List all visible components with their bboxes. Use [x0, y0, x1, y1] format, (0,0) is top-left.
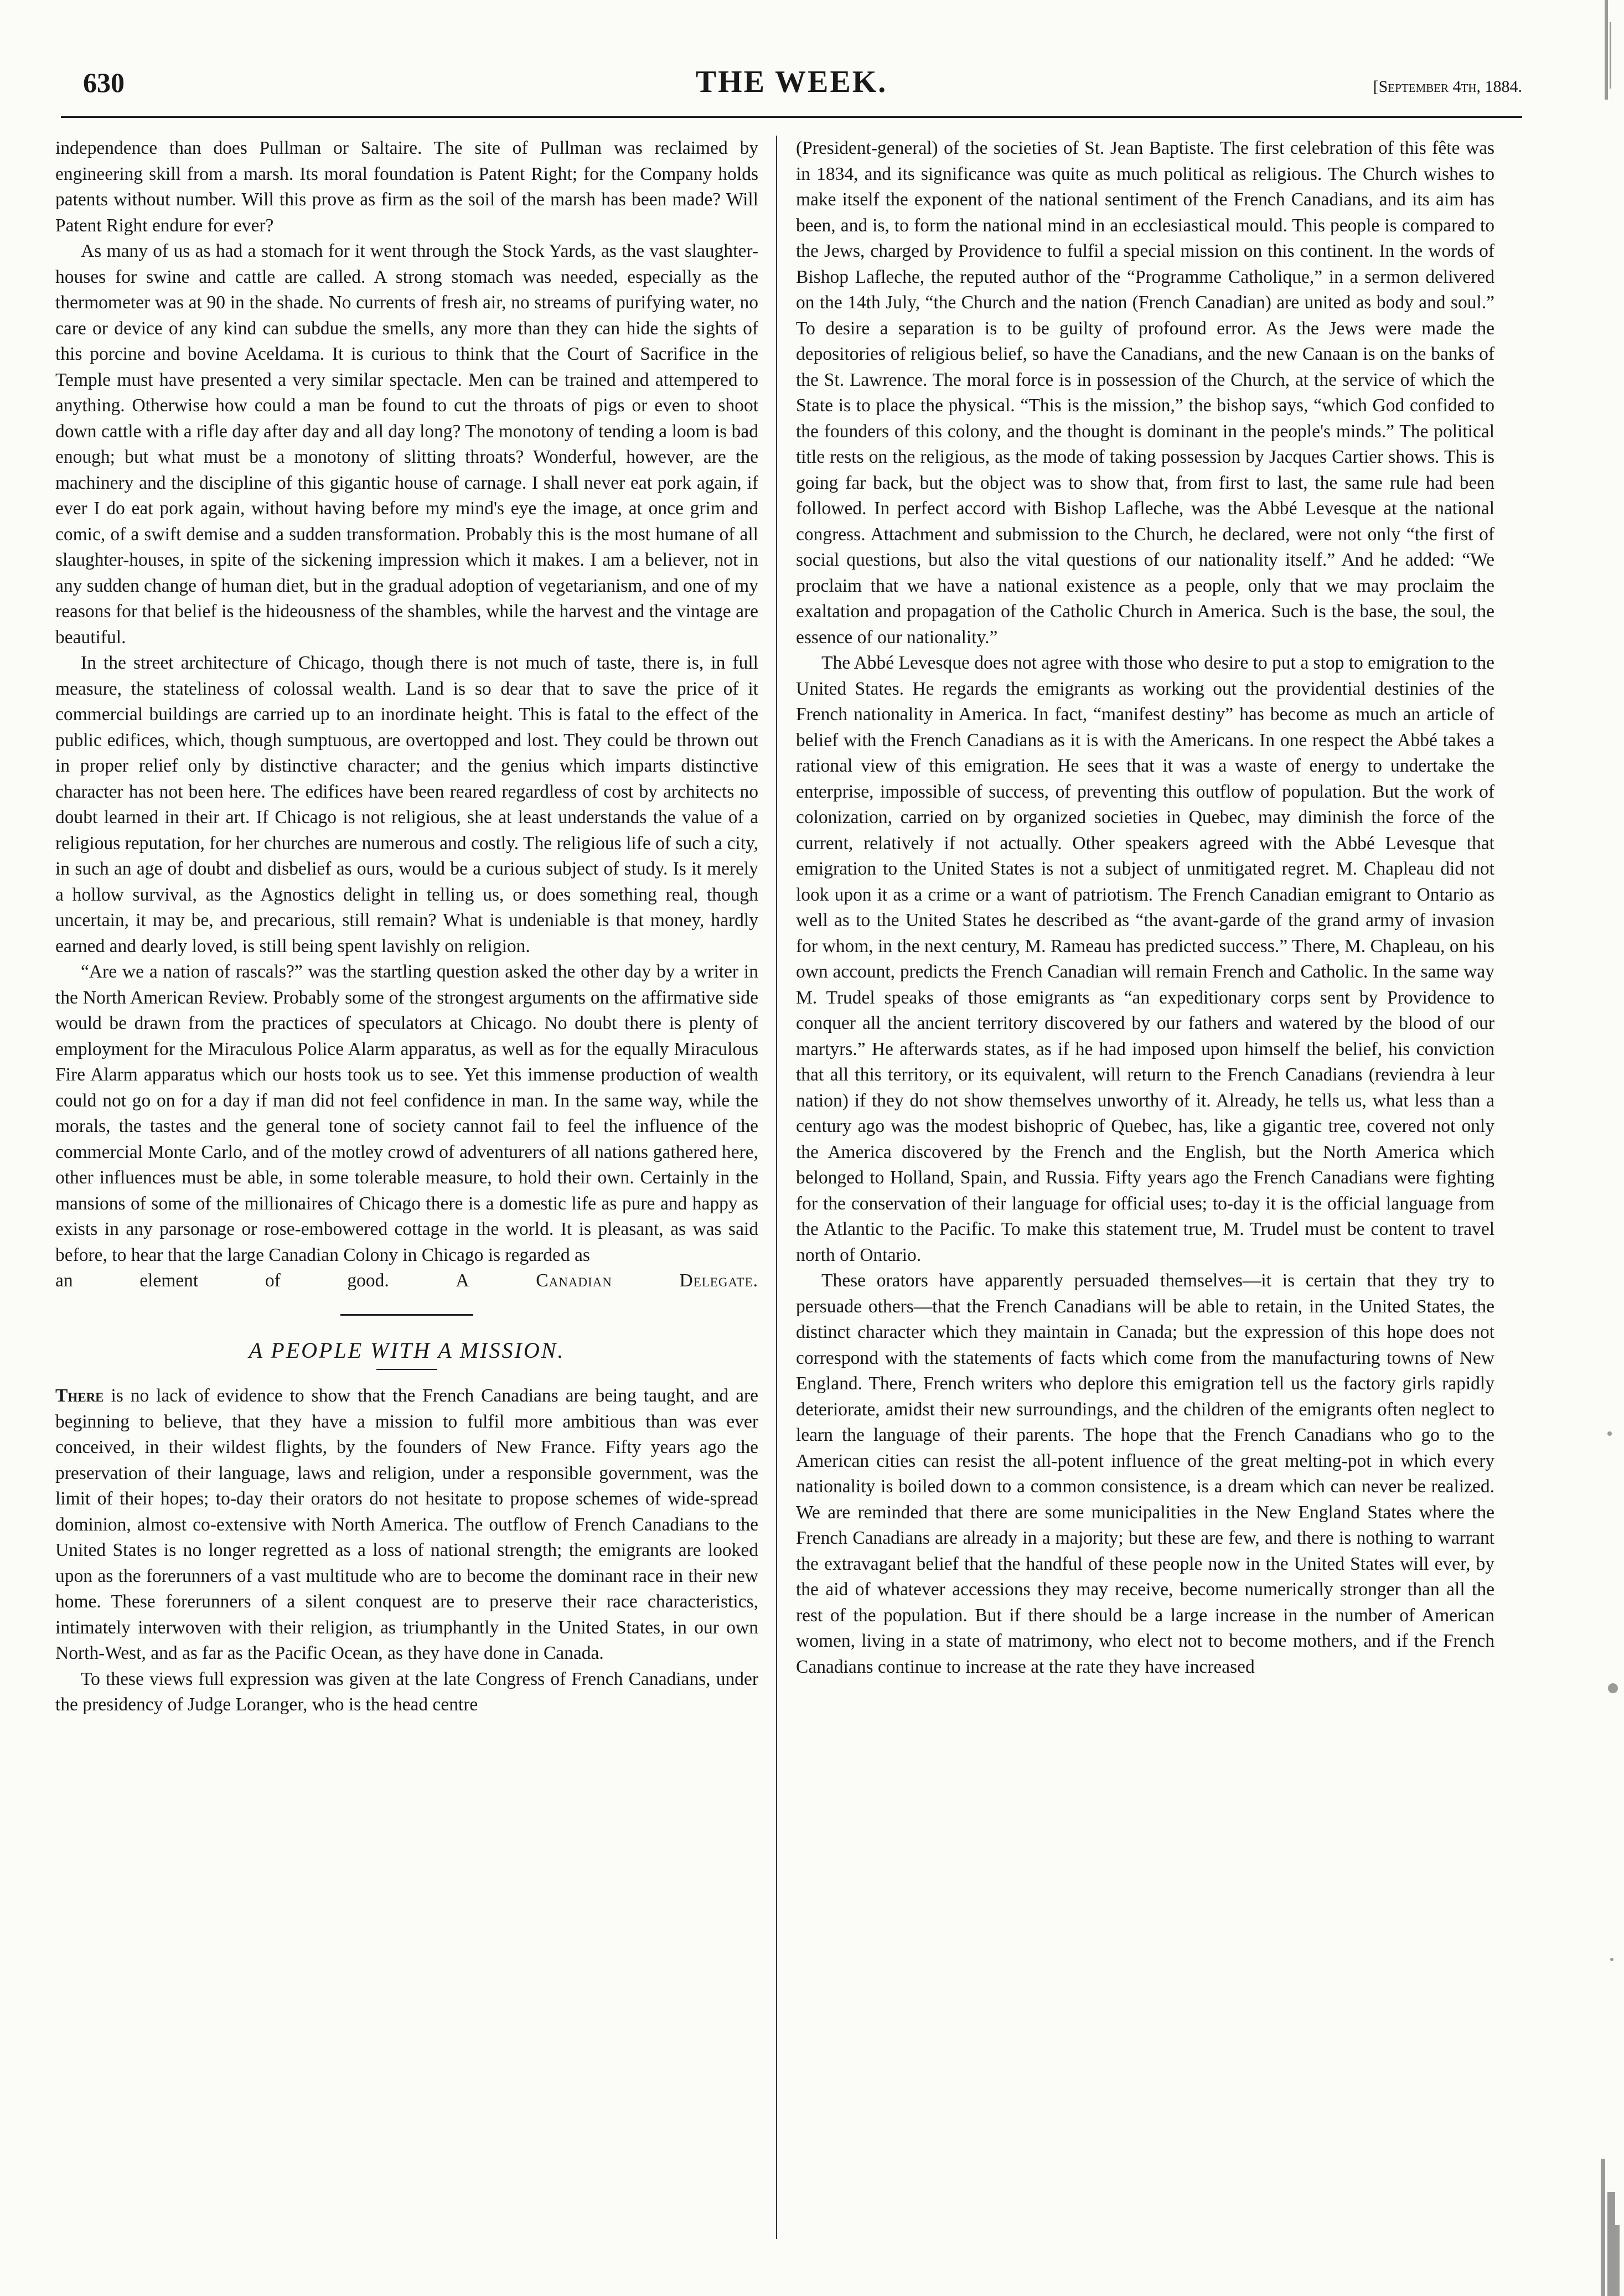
- paragraph: The Abbé Levesque does not agree with those who desire to put a stop to emigration to the United States. He regards the emigrants as working out the providential destinies of the French nationality in America. In fact, “manifest destiny” has become as much an article of belief with the French Canadians as it is with the Americans. In one respect the Abbé takes a rational view of this emigration. He sees that it was a waste of energy to undertake the enterprise, impossible of success, of preventing this outflow of population. But the work of colonization, carried on by organized societies in Quebec, may diminish the force of the current, relatively if not actually. Other speakers agreed with the Abbé Levesque that emigration to the United States is not a subject of unmitigated regret. M. Chapleau did not look upon it as a crime or a want of patriotism. The French Canadian emigrant to Ontario as well as to the United States he described as “the avant-garde of the grand army of invasion for whom, in the next century, M. Rameau has predicted success.” There, M. Chapleau, on his own account, predicts the French Canadian will remain French and Catholic. In the same way M. Trudel speaks of those emigrants as “an expeditionary corps sent by Providence to conquer all the ancient territory discovered by our fathers and watered by the blood of our martyrs.” He afterwards states, as if he had imposed upon himself the belief, his conviction that all this territory, or its equivalent, will return to the French Canadians (reviendra à leur nation) if they do not show themselves unworthy of it. Already, he tells us, what less than a century ago was the modest bishopric of Quebec, has, like a gigantic tree, covered not only the America discovered by the French and the English, but the North America which belonged to Holland, Spain, and Russia. Fifty years ago the French Canadians were fighting for the conservation of their language for official uses; to-day it is the official language from the Atlantic to the Pacific. To make this statement true, M. Trudel must be content to travel north of Ontario.: [796, 653, 1494, 1265]
- article-paragraph: To these views full expression was given at the late Congress of French Canadians, under the presidency of Judge Loranger, who is the head centre: [55, 1668, 758, 1715]
- article-title: A PEOPLE WITH A MISSION.: [249, 1337, 565, 1363]
- article-paragraph-text: is no lack of evidence to show that the French Canadians are being taught, and are beginning to believe, that they have a mission to fulfil more ambitious than was ever conceived, in their wildest flights, by the founders of New France. Fifty years ago the preservation of their language, laws and religion, under a responsible government, was the limit of their hopes; to-day their orators do not hesitate to propose schemes of wide-spread dominion, almost co-extensive with North America. The outflow of French Canadians to the United States is no longer regretted as a loss of national strength; the emigrants are looked upon as the forerunners of a vast multitude who are to become the dominant race in their new home. These forerunners of a silent conquest are to preserve their race characteristics, intimately interwoven with their religion, as triumphantly in the United States, in our own North-West, and as far as the Pacific Ocean, as they have done in Canada.: [55, 1385, 758, 1663]
- masthead-title: THE WEEK.: [695, 65, 888, 99]
- article-paragraph: [55, 1383, 758, 1667]
- issue-date: [September 4th, 1884.: [1373, 77, 1522, 96]
- right-column: [796, 136, 1494, 2261]
- column-divider: [776, 136, 777, 2239]
- page-header: [61, 66, 1522, 118]
- paragraph: In the street architecture of Chicago, though there is not much of taste, there is, in full measure, the stateliness of colossal wealth. Land is so dear that to save the price of it commercial buildings are carried up to an inordinate height. This is fatal to the effect of the public edifices, which, though sumptuous, are overtopped and lost. They could be thrown out in proper relief only by distinctive character; and the genius which imparts distinctive character has not been here. The edifices have been reared regardless of cost by architects no doubt learned in their art. If Chicago is not religious, she at least understands the value of a religious reputation, for her churches are numerous and costly. The religious life of such a city, in such an age of doubt and disbelief as ours, would be a curious subject of study. Is it merely a hollow survival, as the Agnostics delight in telling us, or does something real, though uncertain, it may be, and precarious, still remain? What is undeniable is that money, hardly earned and dearly loved, is still being spent lavishly on religion.: [55, 653, 758, 956]
- paragraph: “Are we a nation of rascals?” was the startling question asked the other day by a writer in the North American Review. Probably some of the strongest arguments on the affirmative side would be drawn from the practices of speculators at Chicago. No doubt there is plenty of employment for the Miraculous Police Alarm apparatus, as well as for the equally Miraculous Fire Alarm apparatus which our hosts took us to see. Yet this immense production of wealth could not go on for a day if man did not feel confidence in man. In the same way, while the morals, the tastes and the general tone of society cannot fail to feel the influence of the commercial Monte Carlo, and of the motley crowd of adventurers of all nations gathered here, other influences must be able, in some tolerable measure, to hold their own. Certainly in the mansions of some of the millionaires of Chicago there is a domestic life as pure and happy as exists in any parsonage or rose-embowered cottage in the world. It is pleasant, as was said before, to hear that the large Canadian Colony in Chicago is regarded as: [55, 961, 758, 1265]
- paragraph: As many of us as had a stomach for it went through the Stock Yards, as the vast slaughter-houses for swine and cattle are called. A strong stomach was needed, especially as the thermometer was at 90 in the shade. No currents of fresh air, no streams of purifying water, no care or device of any kind can subdue the smells, any more than they can hide the sights of this porcine and bovine Aceldama. It is curious to think that the Court of Sacrifice in the Temple must have presented a very similar spectacle. Men can be trained and attempered to anything. Otherwise how could a man be found to cut the throats of pigs or even to shoot down cattle with a rifle day after day and all day long? The monotony of tending a loom is bad enough; but what must be a monotony of slitting throats? Wonderful, however, are the machinery and the discipline of this gigantic house of carnage. I shall never eat pork again, if ever I do eat pork again, without having before my mind's eye the image, at once grim and comic, of a swift demise and a sudden transformation. Probably this is the most humane of all slaughter-houses, in spite of the sickening impression which it makes. I am a believer, not in any sudden change of human diet, but in the gradual adoption of vegetarianism, and one of my reasons for that belief is the hideousness of the shambles, while the harvest and the vintage are beautiful.: [55, 241, 758, 648]
- signature-line: [55, 1268, 758, 1294]
- page-edge-speckle: [1552, 0, 1624, 2296]
- paragraph: (President-general) of the societies of St. Jean Baptiste. The first celebration of this fête was in 1834, and its significance was quite as much political as religious. The Church wishes to make itself the exponent of the national sentiment of the French Canadians, and its aim has been, and is, to form the national mind in an ecclesiastical mould. This people is compared to the Jews, charged by Providence to fulfil a special mission on this continent. In the words of Bishop Lafleche, the reputed author of the “Programme Catholique,” in a sermon delivered on the 14th July, “the Church and the nation (French Canadian) are united as body and soul.” To desire a separation is to be guilty of profound error. As the Jews were made the depositories of religious belief, so have the Canadians, and the new Canaan is on the banks of the St. Lawrence. The moral force is in possession of the Church, at the service of which the State is to place the physical. “This is the mission,” the bishop says, “which God confided to the founders of this colony, and the thought is dominant in the people's minds.” The political title rests on the religious, as the mode of taking possession by Jacques Cartier shows. This is going far back, but the object was to show that, from first to last, the same rule had been followed. In perfect accord with Bishop Lafleche, was the Abbé Levesque at the national congress. Attachment and submission to the Church, he declared, were not only “the first of social questions, but also the vital questions of our nationality itself.” And he added: “We proclaim that we have a national existence as a people, only that we may proclaim the exaltation and propagation of the Catholic Church in America. Such is the base, the soul, the essence of our nationality.”: [796, 138, 1494, 648]
- article-lead-word: There: [55, 1385, 104, 1406]
- closing-text: an element of good.: [55, 1270, 389, 1291]
- author-signature: A Canadian Delegate.: [456, 1270, 758, 1291]
- paragraph: These orators have apparently persuaded themselves—it is certain that they try to persuade others—that the French Canadians will be able to retain, in the United States, the distinct character which they maintain in Canada; but the expression of this hope does not correspond with the statements of facts which come from the manufacturing towns of New England. There, French writers who deplore this emigration tell us the factory girls rapidly deteriorate, amidst their new surroundings, and the children of the emigrants often neglect to learn the language of their parents. The hope that the French Canadians who go to the American cities can resist the all-potent influence of the great melting-pot in which every nationality is boiled down to a common consistence, is a dream which can never be realized. We are reminded that there are some municipalities in the New England States where the French Canadians are already in a majority; but these are few, and there is nothing to warrant the extravagant belief that the handful of these people now in the United States will ever, by the aid of whatever accessions they may receive, become numerically stronger than all the rest of the population. But if there should be a large increase in the number of American women, living in a state of matrimony, who elect not to become mothers, and if the French Canadians continue to increase at the rate they have increased: [796, 1270, 1494, 1677]
- title-underline: [376, 1369, 437, 1370]
- page-number: 630: [83, 67, 125, 98]
- section-divider: [340, 1314, 473, 1316]
- paragraph: independence than does Pullman or Saltaire. The site of Pullman was reclaimed by engineering skill from a marsh. Its moral foundation is Patent Right; for the Company holds patents without number. Will this prove as firm as the soil of the marsh has been made? Will Patent Right endure for ever?: [55, 138, 758, 236]
- left-column: [55, 136, 758, 2261]
